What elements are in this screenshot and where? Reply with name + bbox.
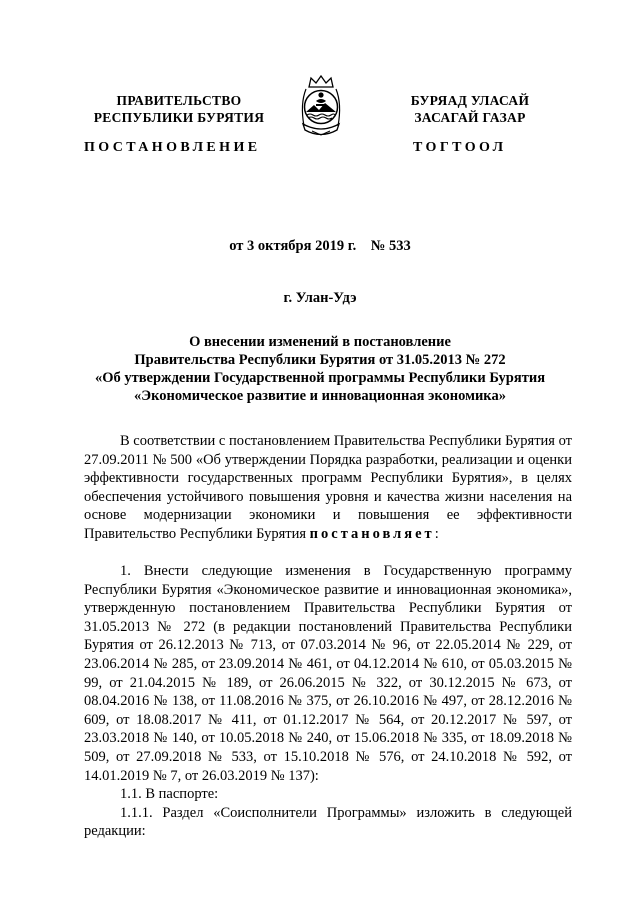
preamble-paragraph xyxy=(84,432,572,544)
header-right-line2: ЗАСАГАЙ ГАЗАР xyxy=(414,110,526,125)
items-section xyxy=(84,562,572,841)
government-name-russian xyxy=(84,92,274,126)
header-right-line1: БУРЯАД УЛАСАЙ xyxy=(410,93,530,108)
title-line4: «Экономическое развитие и инновационная экономика» xyxy=(134,388,506,404)
government-name-buryat xyxy=(375,92,565,126)
title-line3: «Об утверждении Государственной программы Республики Бурятия xyxy=(94,370,546,386)
preamble-section xyxy=(84,432,572,544)
header-left-line1: ПРАВИТЕЛЬСТВО xyxy=(116,93,242,108)
coat-of-arms-emblem xyxy=(292,74,350,144)
document-type-buryat: ТОГТООЛ xyxy=(413,140,507,155)
document-city: г. Улан-Удэ xyxy=(283,290,357,306)
item-1-1-1-paragraph: 1.1.1. Раздел «Соисполнители Программы» изложить в следующей редакции: xyxy=(84,804,572,840)
header-left-line2: РЕСПУБЛИКИ БУРЯТИЯ xyxy=(93,110,265,125)
document-date-number: от 3 октября 2019 г. № 533 xyxy=(229,238,411,254)
document-title xyxy=(60,333,580,405)
title-line1: О внесении изменений в постановление xyxy=(189,334,451,350)
item-1-1-paragraph: 1.1. В паспорте: xyxy=(120,786,219,803)
document-type-russian: ПОСТАНОВЛЕНИЕ xyxy=(84,140,261,155)
preamble-text: В соответствии с постановлением Правительства Республики Бурятия от 27.09.2011 № 500 «Об утверждении Порядка разработки, реализации и оценки эффективности государственных программ Республики Бурятия», в целях обеспечения устойчивого повышения уровня и качества жизни населения на основе модернизации экономики и повышения ее эффективности Правительство Республики Бурятия xyxy=(84,433,572,542)
item-1-paragraph: 1. Внести следующие изменения в Государственную программу Республики Бурятия «Экономическое развитие и инновационная экономика», утвержденную постановлением Правительства Республики Бурятия от 31.05.2013 № 272 (в редакции постановлений Правительства Республики Бурятия от 26.12.2013 № 713, от 07.03.2014 № 96, от 22.05.2014 № 229, от 23.06.2014 № 285, от 23.09.2014 № 461, от 04.12.2014 № 610, от 05.03.2015 № 99, от 21.04.2015 № 189, от 26.06.2015 № 322, от 30.12.2015 № 673, от 08.04.2016 № 138, от 11.08.2016 № 375, от 26.10.2016 № 497, от 28.12.2016 № 609, от 18.08.2017 № 411, от 01.12.2017 № 564, от 20.12.2017 № 597, от 23.03.2018 № 140, от 10.05.2018 № 240, от 15.06.2018 № 335, от 18.09.2018 № 509, от 27.09.2018 № 533, от 15.10.2018 № 576, от 24.10.2018 № 592, от 14.01.2019 № 7, от 26.03.2019 № 137): xyxy=(84,563,572,784)
decree-colon: : xyxy=(434,525,439,542)
title-line2: Правительства Республики Бурятия от 31.05.2013 № 272 xyxy=(134,352,506,368)
decree-word: постановляет xyxy=(309,525,435,542)
